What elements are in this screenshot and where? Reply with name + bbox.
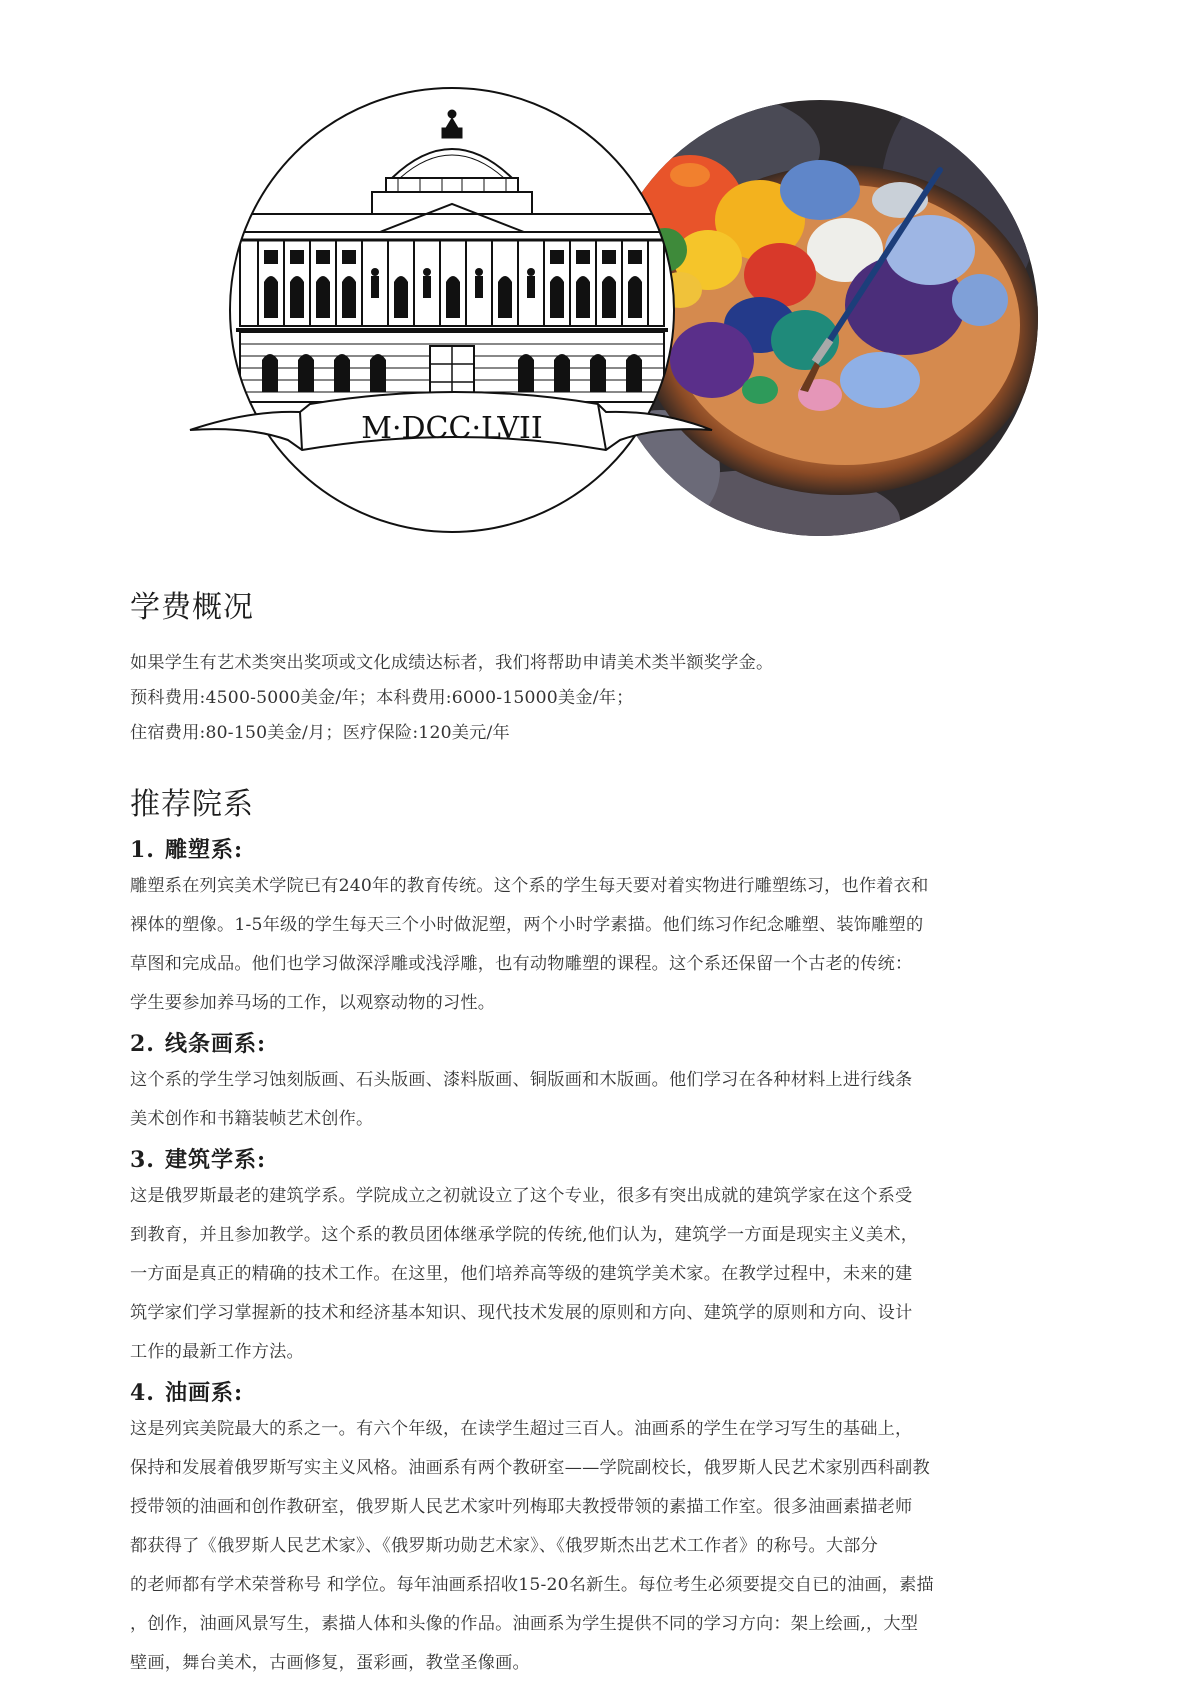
tuition-line: 预科费用:4500-5000美金/年；本科费用:6000-15000美金/年； bbox=[130, 688, 634, 708]
department-heading bbox=[130, 1374, 1070, 1412]
department-heading bbox=[130, 1141, 1070, 1179]
department-line: 的老师都有学术荣誉称号 和学位。每年油画系招收15-20名新生。每位考生必须要提交自已的油画，素描 bbox=[130, 1575, 934, 1595]
department-name: 线条画系: bbox=[164, 1031, 267, 1057]
department-line: 壁画，舞台美术，古画修复，蛋彩画，教堂圣像画。 bbox=[130, 1653, 530, 1673]
department-architecture bbox=[130, 1141, 1070, 1370]
department-graphics bbox=[130, 1025, 1070, 1137]
departments-section bbox=[130, 785, 1070, 1681]
department-number: 1. bbox=[130, 837, 155, 863]
tuition-title: 学费概况 bbox=[130, 590, 254, 625]
department-line: 保持和发展着俄罗斯写实主义风格。油画系有两个教研室——学院副校长，俄罗斯人民艺术家别西科副教 bbox=[130, 1458, 930, 1478]
department-line: 雕塑系在列宾美术学院已有240年的教育传统。这个系的学生每天要对着实物进行雕塑练习，也作着衣和 bbox=[130, 876, 929, 896]
department-number: 2. bbox=[130, 1031, 155, 1057]
tuition-line: 如果学生有艺术类突出奖项或文化成绩达标者，我们将帮助申请美术类半额奖学金。 bbox=[130, 653, 774, 673]
emblem-motto: M·DCC·LVII bbox=[361, 411, 543, 446]
department-line: 这是俄罗斯最老的建筑学系。学院成立之初就设立了这个专业，很多有突出成就的建筑学家在这个系受 bbox=[130, 1186, 913, 1206]
department-line: 授带领的油画和创作教研室，俄罗斯人民艺术家叶列梅耶夫教授带领的素描工作室。很多油画素描老师 bbox=[130, 1497, 913, 1517]
department-line: 这是列宾美院最大的系之一。有六个年级，在读学生超过三百人。油画系的学生在学习写生的基础上， bbox=[130, 1419, 913, 1439]
tuition-line: 住宿费用:80-150美金/月；医疗保险:120美元/年 bbox=[130, 723, 510, 743]
academy-emblem bbox=[190, 88, 712, 532]
department-sculpture bbox=[130, 831, 1070, 1021]
department-number: 4. bbox=[130, 1380, 155, 1406]
tuition-section bbox=[130, 588, 1070, 751]
department-line: ，创作，油画风景写生，素描人体和头像的作品。油画系为学生提供不同的学习方向：架上绘画,，大型 bbox=[130, 1614, 919, 1634]
department-heading bbox=[130, 831, 1070, 869]
department-line: 这个系的学生学习蚀刻版画、石头版画、漆料版画、铜版画和木版画。他们学习在各种材料上进行线条 bbox=[130, 1070, 913, 1090]
department-name: 建筑学系: bbox=[164, 1147, 267, 1173]
department-line: 草图和完成品。他们也学习做深浮雕或浅浮雕，也有动物雕塑的课程。这个系还保留一个古老的传统： bbox=[130, 954, 913, 974]
department-line: 都获得了《俄罗斯人民艺术家》、《俄罗斯功勋艺术家》、《俄罗斯杰出艺术工作者》的称号。大部分 bbox=[130, 1536, 879, 1556]
departments-title: 推荐院系 bbox=[130, 787, 254, 822]
hero-illustration bbox=[0, 0, 1200, 560]
department-line: 裸体的塑像。1-5年级的学生每天三个小时做泥塑，两个小时学素描。他们练习作纪念雕塑、装饰雕塑的 bbox=[130, 915, 924, 935]
department-painting bbox=[130, 1374, 1070, 1681]
department-heading bbox=[130, 1025, 1070, 1063]
department-line: 到教育，并且参加教学。这个系的教员团体继承学院的传统,他们认为，建筑学一方面是现实主义美术， bbox=[130, 1225, 919, 1245]
department-line: 筑学家们学习掌握新的技术和经济基本知识、现代技术发展的原则和方向、建筑学的原则和方向、设计 bbox=[130, 1303, 913, 1323]
department-name: 雕塑系: bbox=[164, 837, 244, 863]
department-name: 油画系: bbox=[164, 1380, 244, 1406]
department-line: 一方面是真正的精确的技术工作。在这里，他们培养高等级的建筑学美术家。在教学过程中，未来的建 bbox=[130, 1264, 913, 1284]
department-line: 学生要参加养马场的工作，以观察动物的习性。 bbox=[130, 993, 496, 1013]
department-line: 工作的最新工作方法。 bbox=[130, 1342, 304, 1362]
main-content bbox=[130, 588, 1070, 1685]
department-line: 美术创作和书籍装帧艺术创作。 bbox=[130, 1109, 374, 1129]
department-number: 3. bbox=[130, 1147, 155, 1173]
